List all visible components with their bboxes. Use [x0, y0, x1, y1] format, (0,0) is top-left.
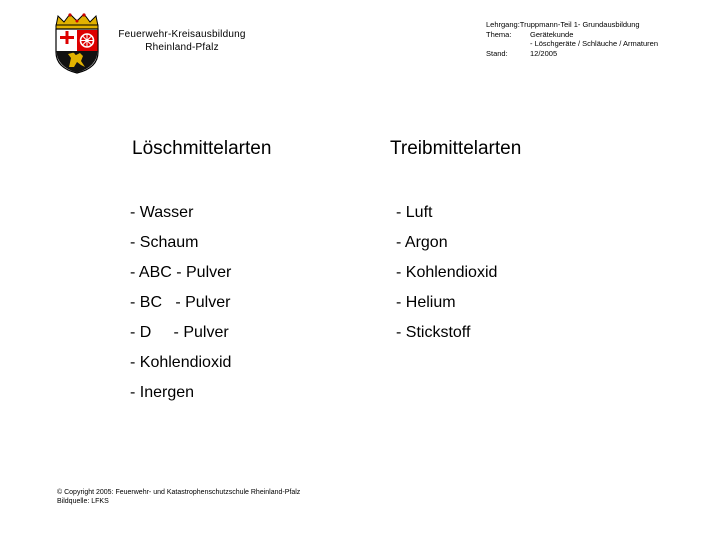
list-item: - Helium: [396, 294, 456, 311]
footer: [57, 488, 300, 506]
extinguishing-agents-title: Löschmittelarten: [132, 138, 272, 159]
date-row: [486, 49, 658, 59]
topic-row: [486, 30, 658, 40]
list-item: - Stickstoff: [396, 324, 471, 341]
course-row: [486, 20, 658, 30]
date-value: 12/2005: [530, 48, 558, 58]
list-item: - Kohlendioxid: [130, 354, 232, 371]
course-value: Truppmann-Teil 1- Grundausbildung: [519, 20, 640, 29]
list-item: - Kohlendioxid: [396, 264, 498, 281]
list-item: - D - Pulver: [130, 324, 229, 341]
copyright-text: © Copyright 2005: Feuerwehr- und Katastrophenschutzschule Rheinland-Pfalz: [57, 489, 301, 496]
propellants-list: [396, 198, 497, 348]
list-item: - Luft: [396, 204, 433, 221]
topic-row-2: [486, 39, 658, 49]
course-label: Lehrgang:: [486, 20, 520, 29]
topic-value-2: - Löschgeräte / Schläuche / Armaturen: [530, 39, 658, 48]
list-item: - Wasser: [130, 204, 194, 221]
list-item: - Inergen: [130, 384, 195, 401]
course-meta: [486, 20, 658, 58]
date-label: Stand:: [486, 48, 508, 58]
organization-name: [112, 28, 252, 54]
list-item: - Schaum: [130, 234, 199, 251]
extinguishing-agents-list: [130, 198, 231, 408]
list-item: - ABC - Pulver: [130, 264, 232, 281]
image-source: Bildquelle: LFKS: [57, 498, 109, 505]
topic-label: Thema:: [486, 29, 512, 39]
topic-value: Gerätekunde: [530, 29, 574, 39]
coat-of-arms-icon: [52, 12, 102, 74]
organization-line2: Rheinland-Pfalz: [145, 42, 219, 53]
organization-line1: Feuerwehr-Kreisausbildung: [118, 29, 246, 40]
propellants-title: Treibmittelarten: [390, 138, 522, 159]
list-item: - Argon: [396, 234, 448, 251]
list-item: - BC - Pulver: [130, 294, 231, 311]
